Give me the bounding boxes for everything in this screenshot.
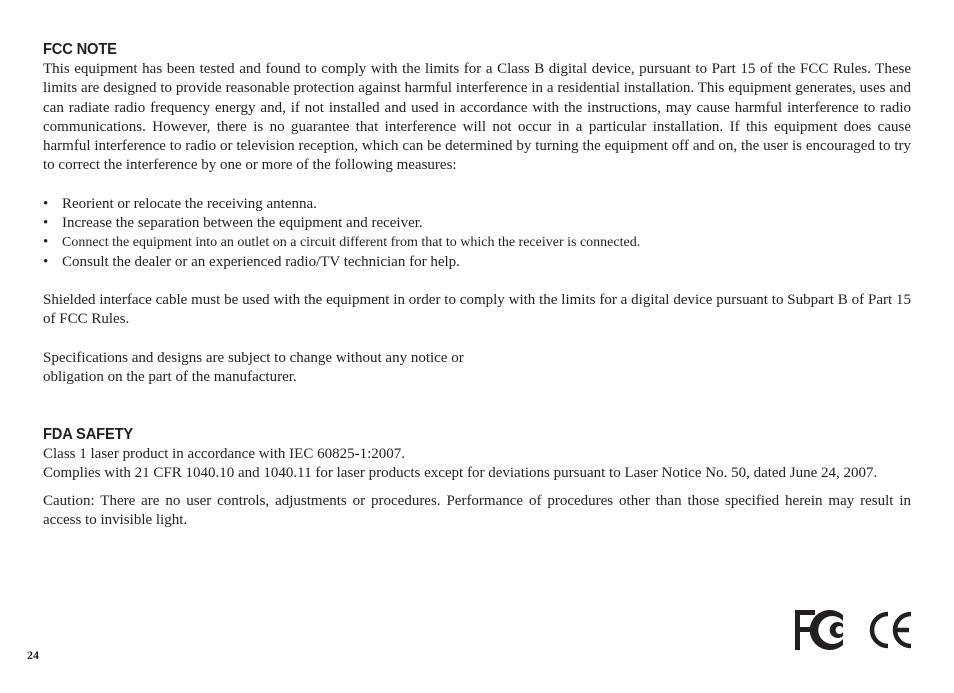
fda-safety-heading: FDA SAFETY xyxy=(43,426,134,444)
page-number: 24 xyxy=(27,648,39,662)
bullet-glyph: • xyxy=(43,234,49,251)
fda-laser-class-line: Class 1 laser product in accordance with IEC 60825-1:2007. xyxy=(43,446,405,463)
list-item xyxy=(43,214,911,233)
measure-text: Increase the separation between the equipment and receiver. xyxy=(62,215,423,232)
bullet-glyph: • xyxy=(43,215,49,232)
specs-notice-line-1: Specifications and designs are subject to change without any notice or xyxy=(43,349,464,366)
fda-cfr-compliance-paragraph: Complies with 21 CFR 1040.10 and 1040.11 for laser products except for deviations pursuant to Laser Notice No. 50, dated June 24, 2007. xyxy=(43,465,878,482)
list-item xyxy=(43,233,911,252)
measure-text: Connect the equipment into an outlet on a circuit different from that to which the receiver is connected. xyxy=(62,235,641,251)
measure-text: Reorient or relocate the receiving antenna. xyxy=(62,195,317,212)
fcc-note-heading: FCC NOTE xyxy=(43,41,117,58)
fda-caution-paragraph: Caution: There are no user controls, adjustments or procedures. Performance of procedures other than those specified herein may result in access to invisible light. xyxy=(43,492,911,529)
list-item xyxy=(43,253,911,272)
measure-text: Consult the dealer or an experienced radio/TV technician for help. xyxy=(62,253,460,270)
document-body xyxy=(43,40,911,530)
ce-mark xyxy=(872,614,911,646)
bullet-glyph: • xyxy=(43,195,49,212)
certification-logos xyxy=(793,606,913,654)
specs-notice-line-2: obligation on the part of the manufacturer. xyxy=(43,368,297,385)
bullet-glyph: • xyxy=(43,253,49,270)
shielded-cable-paragraph: Shielded interface cable must be used with the equipment in order to comply with the limits for a digital device pursuant to Subpart B of Part 15 of FCC Rules. xyxy=(43,291,911,328)
fcc-intro-paragraph: This equipment has been tested and found to comply with the limits for a Class B digital device, pursuant to Part 15 of the FCC Rules. These limits are designed to provide reasonable protection against harmful interference in a residential installation. This equipment generates, uses and can radiate radio frequency energy and, if not installed and used in accordance with the instructions, may cause harmful interference to radio communications. However, there is no guarantee that interference will not occur in a particular installation. If this equipment does cause harmful interference to radio or television reception, which can be determined by turning the equipment off and on, the user is encouraged to try to correct the interference by one or more of the following measures: xyxy=(43,61,911,174)
fcc-measures-list xyxy=(43,195,911,272)
list-item xyxy=(43,195,911,214)
fcc-logo xyxy=(795,610,843,650)
